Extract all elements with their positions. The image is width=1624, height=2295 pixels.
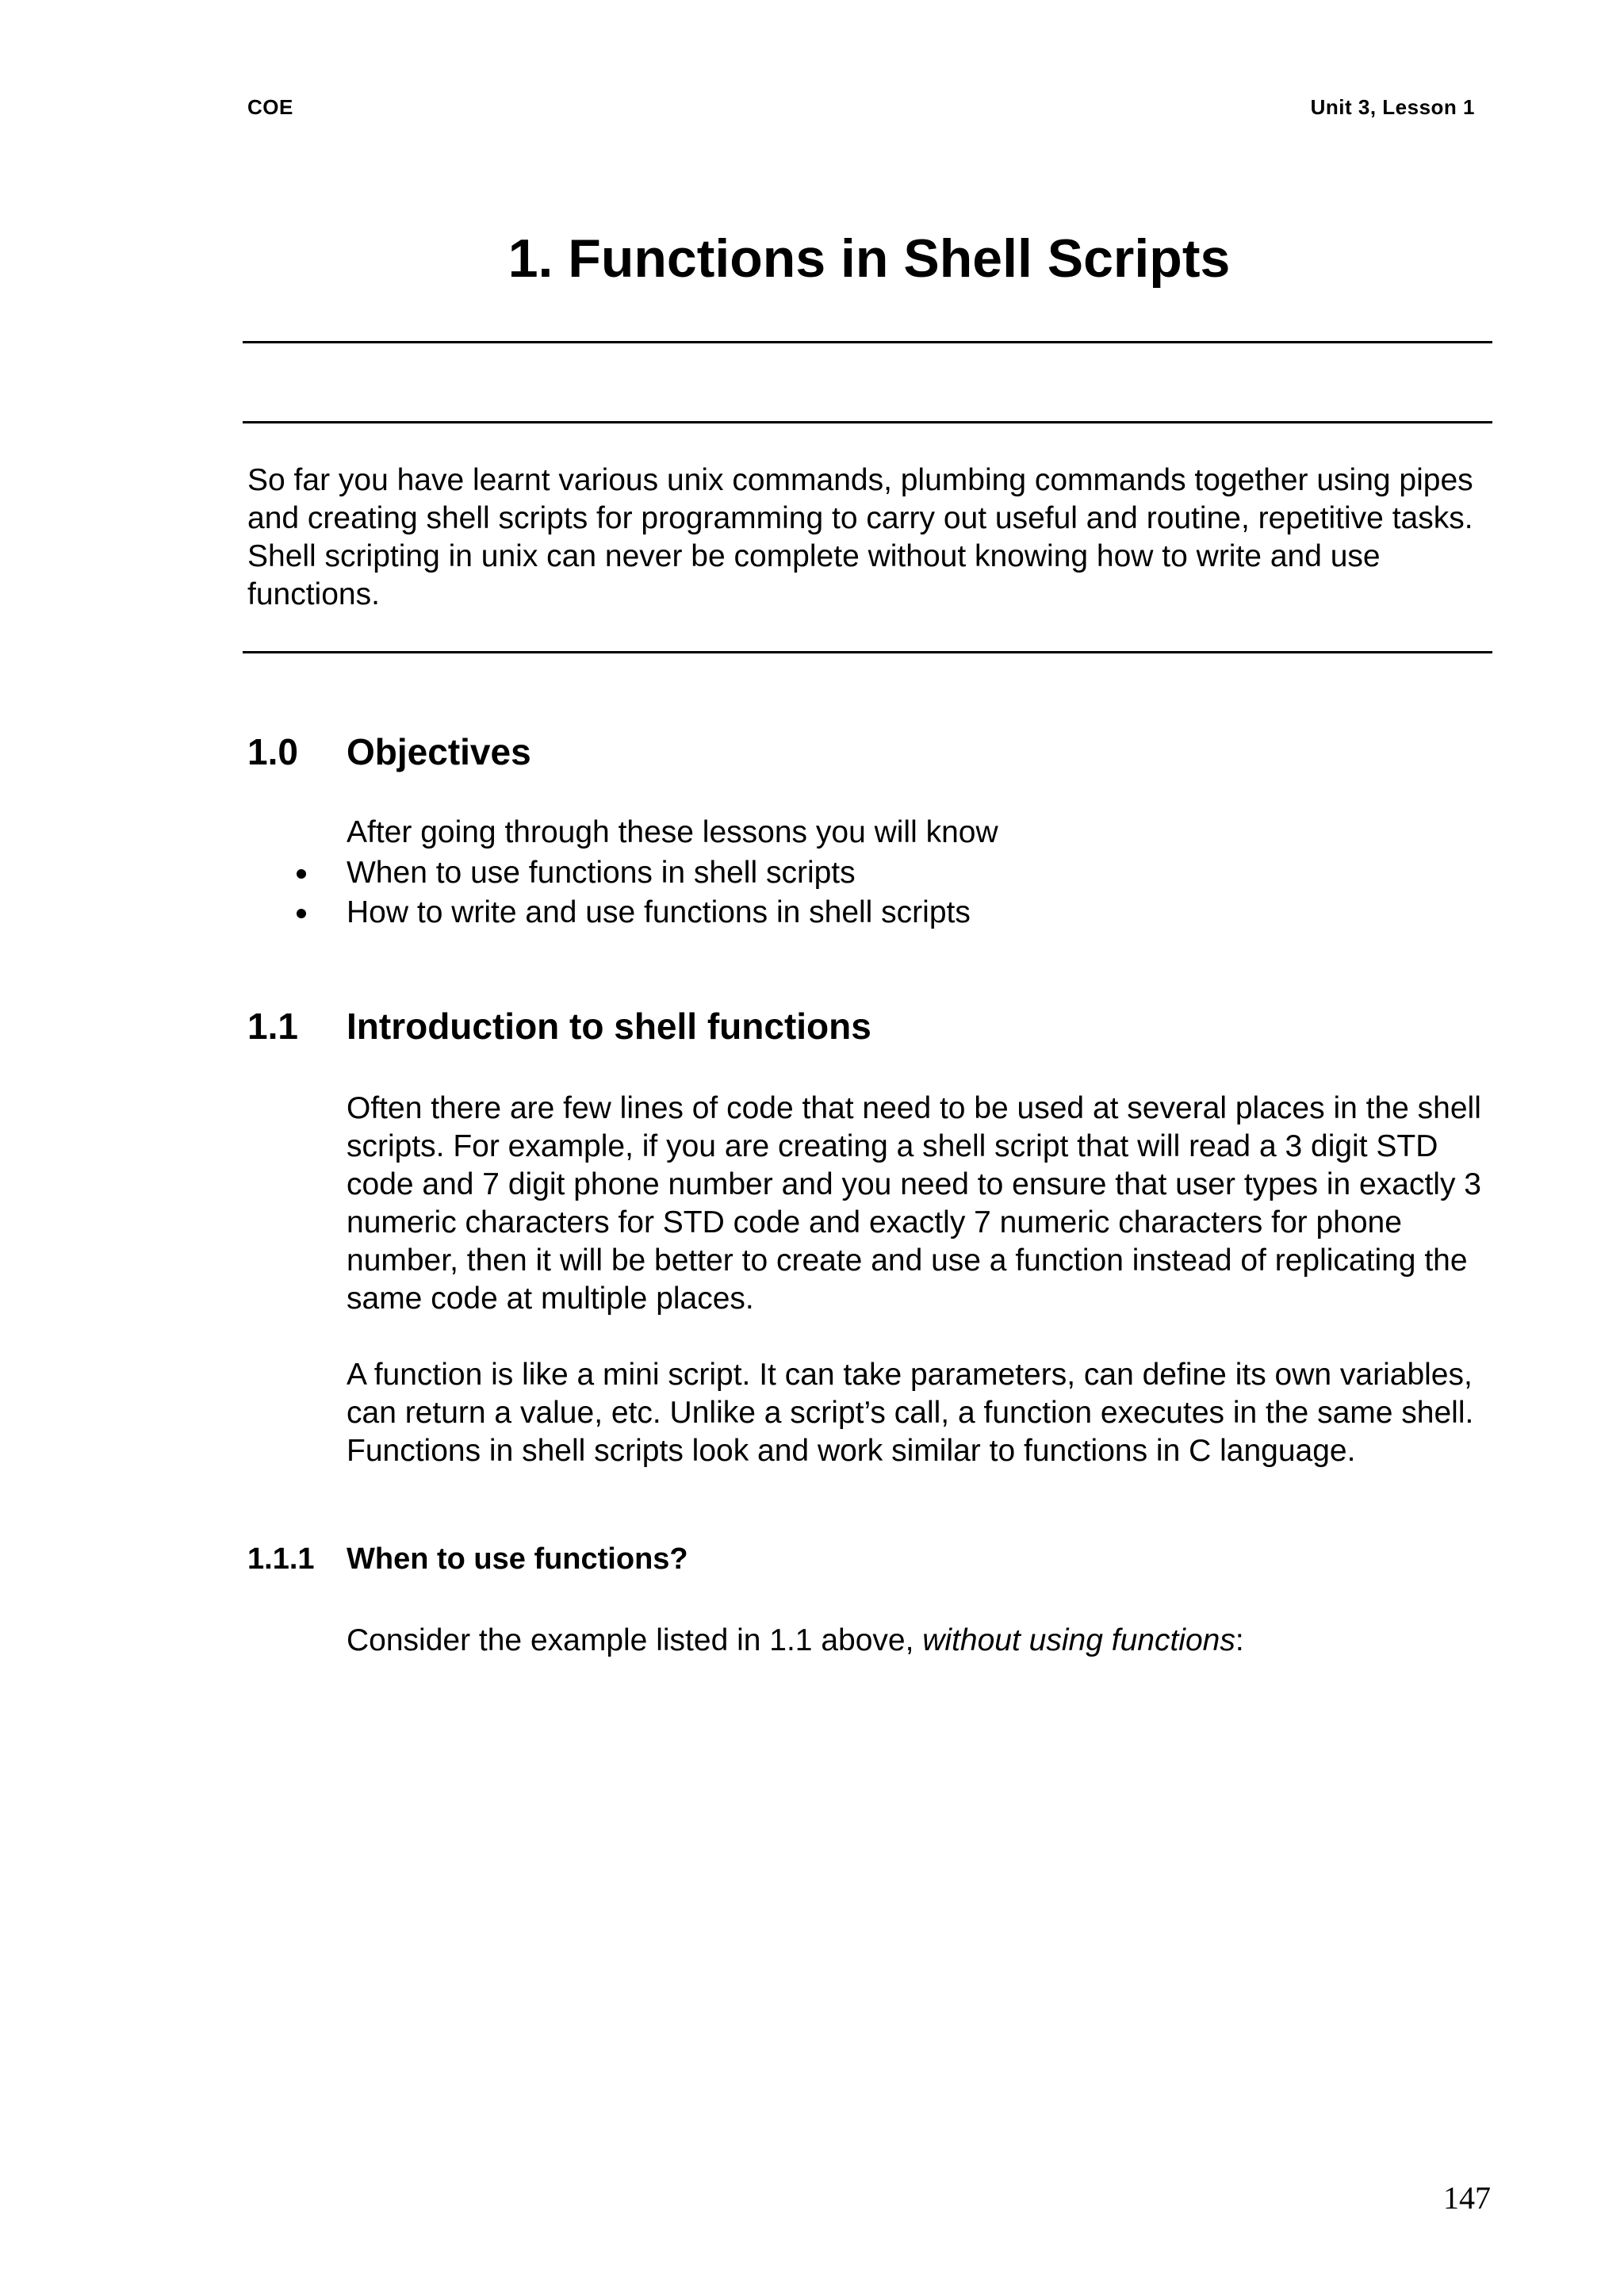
section-title: Objectives <box>347 731 531 772</box>
list-item-text: When to use functions in shell scripts <box>347 856 856 890</box>
intro-paragraph: So far you have learnt various unix commands, plumbing commands together using pipes and creating shell scripts for programming to carry out useful and routine, repetitive tasks. Shell scripting in unix can never be complete without knowing how to write and use functions. <box>247 463 1473 611</box>
consider-emphasis: without using functions <box>922 1623 1235 1657</box>
introduction-paragraph-2: A function is like a mini script. It can take parameters, can define its own variables, can return a value, etc. Unlike a script’s call, a function executes in the same shell. Functions in shell scripts look and work similar to functions in C language. <box>347 1358 1474 1468</box>
section-number: 1.1 <box>247 1006 298 1047</box>
page-title: 1. Functions in Shell Scripts <box>508 228 1231 289</box>
subsection-number: 1.1.1 <box>247 1542 315 1576</box>
subsection-title: When to use functions? <box>347 1542 688 1576</box>
page-number: 147 <box>1443 2180 1491 2216</box>
header-course: COE <box>247 95 293 119</box>
section-number: 1.0 <box>247 731 298 772</box>
consider-text: Consider the example listed in 1.1 above, <box>347 1623 923 1657</box>
divider-top <box>243 341 1492 343</box>
section-title: Introduction to shell functions <box>347 1006 871 1047</box>
divider-intro-top <box>243 421 1492 423</box>
list-item <box>247 853 1491 893</box>
objectives-lead: After going through these lessons you will know <box>347 815 998 849</box>
consider-text-end: : <box>1235 1623 1244 1657</box>
header-unit-lesson: Unit 3, Lesson 1 <box>1310 95 1475 119</box>
bullet-icon <box>297 909 306 918</box>
subsection-heading-when-to-use <box>247 1540 688 1578</box>
objectives-list <box>247 853 1491 933</box>
consider-paragraph <box>347 1622 1491 1660</box>
list-item-text: How to write and use functions in shell scripts <box>347 895 971 929</box>
bullet-icon <box>297 869 306 879</box>
introduction-paragraph-1: Often there are few lines of code that need to be used at several places in the shell scripts. For example, if you are creating a shell script that will read a 3 digit STD code and 7 digit phone number and you need to ensure that user types in exactly 3 numeric characters for STD code and exactly 7 numeric characters for phone number, then it will be better to create and use a function instead of replicating the same code at multiple places. <box>347 1091 1481 1316</box>
section-heading-objectives <box>247 730 531 774</box>
list-item <box>247 893 1491 933</box>
section-heading-introduction <box>247 1004 871 1048</box>
divider-intro-bottom <box>243 651 1492 653</box>
